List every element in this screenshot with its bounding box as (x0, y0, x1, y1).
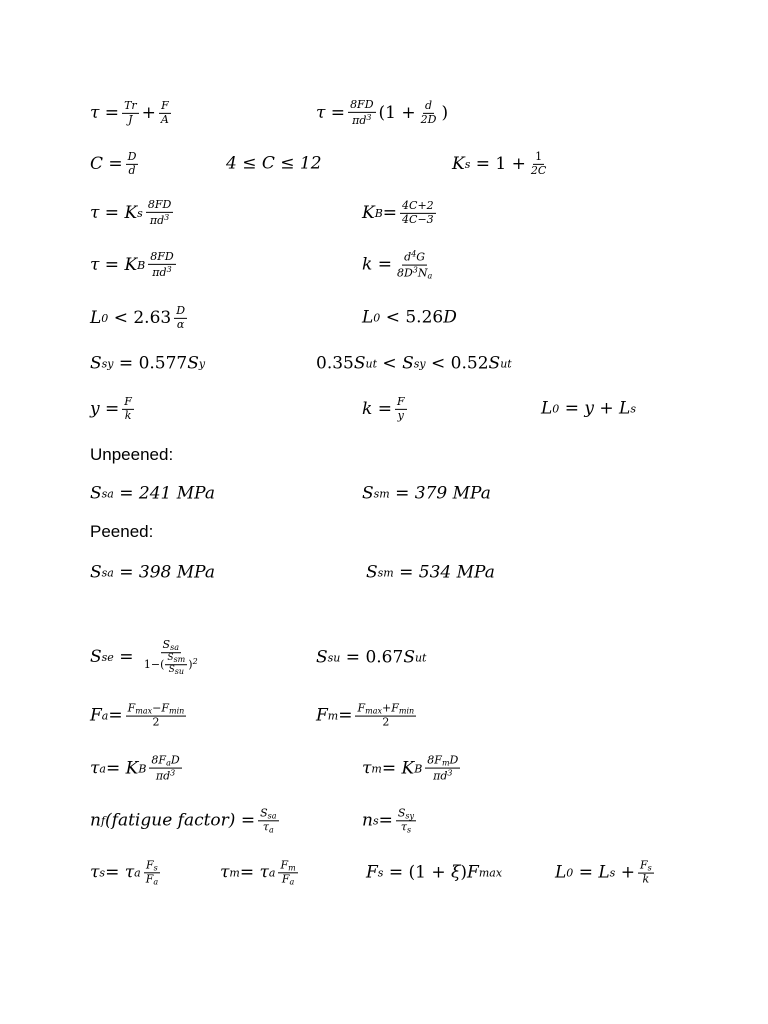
spring-index-range: 4 ≤ C ≤ 12 (226, 153, 322, 174)
yield-safety-factor-eq: n s = $\frac{S_{sy}}{\tau_s}$ (362, 806, 415, 835)
fatigue-factor-eq: n f (fatigue factor) = $\frac{S_{sa}}{\tau_a}$ (90, 806, 277, 835)
alternating-force-eq: F a = $\frac{F_{max}-F_{min}}{2}$ (90, 701, 185, 729)
shear-stress-spring-eq: τ = $\frac{8FD}{\pi d^3}$ (1 + $\frac{d}{2D}$ ) (316, 97, 449, 127)
peened-ssa-eq: S sa = 398 MPa (90, 562, 215, 583)
deflection-eq: y = $\frac{F}{k}$ (90, 394, 132, 422)
unpeened-label: Unpeened: (90, 445, 174, 464)
mean-stress-eq: τ m = K B $\frac{8F_mD}{\pi d^3}$ (362, 753, 459, 783)
free-length-eq: L 0 = y + L s (541, 398, 636, 419)
shear-yield-eq: S sy = 0.577 S y (90, 353, 206, 374)
shear-stress-ks-eq: τ = K s $\frac{8FD}{\pi d^3}$ (90, 197, 172, 227)
shear-stress-torsion-axial-eq: τ = $\frac{Tr}{J}$ + $\frac{F}{A}$ (90, 98, 169, 126)
bergstrasser-factor-eq: K B = $\frac{4C+2}{4C-3}$ (362, 198, 434, 226)
shear-yield-range: 0.35 S ut < S sy < 0.52 S ut (316, 353, 512, 374)
endurance-strength-eq: S se = $S_{sa}$ 1−( $\frac{S_{sm}}{S_{su}}$ )$^2$ (90, 638, 198, 677)
free-length-solid-eq: L 0 = L s + $\frac{F_s}{k}$ (555, 858, 652, 886)
spring-rate-eq: k = $\frac{d^4G}{8D^3N_a}$ (362, 249, 433, 281)
ultimate-shear-eq: S su = 0.67 S ut (316, 647, 427, 668)
solid-stress-eq: τ s = τ a $\frac{F_s}{F_a}$ (90, 858, 159, 887)
spring-rate-force-eq: k = $\frac{F}{y}$ (362, 394, 405, 422)
solid-force-eq: F s = (1 + ξ ) F max (366, 862, 503, 883)
shear-stress-kb-eq: τ = K B $\frac{8FD}{\pi d^3}$ (90, 249, 174, 279)
mean-force-eq: F m = $\frac{F_{max}+F_{min}}{2}$ (316, 701, 415, 729)
unpeened-ssa-eq: S sa = 241 MPa (90, 483, 215, 504)
spring-index-eq: C = $\frac{D}{d}$ (90, 149, 137, 177)
free-length-d-eq: L 0 < 5.26 D (362, 307, 457, 328)
peened-label: Peened: (90, 522, 154, 541)
free-length-alpha-eq: L 0 < 2.63 $\frac{D}{\alpha}$ (90, 303, 186, 331)
shear-correction-factor-eq: K s = 1 + $\frac{1}{2C}$ (452, 149, 547, 177)
peened-ssm-eq: S sm = 534 MPa (366, 562, 495, 583)
mean-stress-ratio-eq: τ m = τ a $\frac{F_m}{F_a}$ (220, 858, 296, 887)
alternating-stress-eq: τ a = K B $\frac{8F_aD}{\pi d^3}$ (90, 753, 180, 783)
unpeened-ssm-eq: S sm = 379 MPa (362, 483, 491, 504)
